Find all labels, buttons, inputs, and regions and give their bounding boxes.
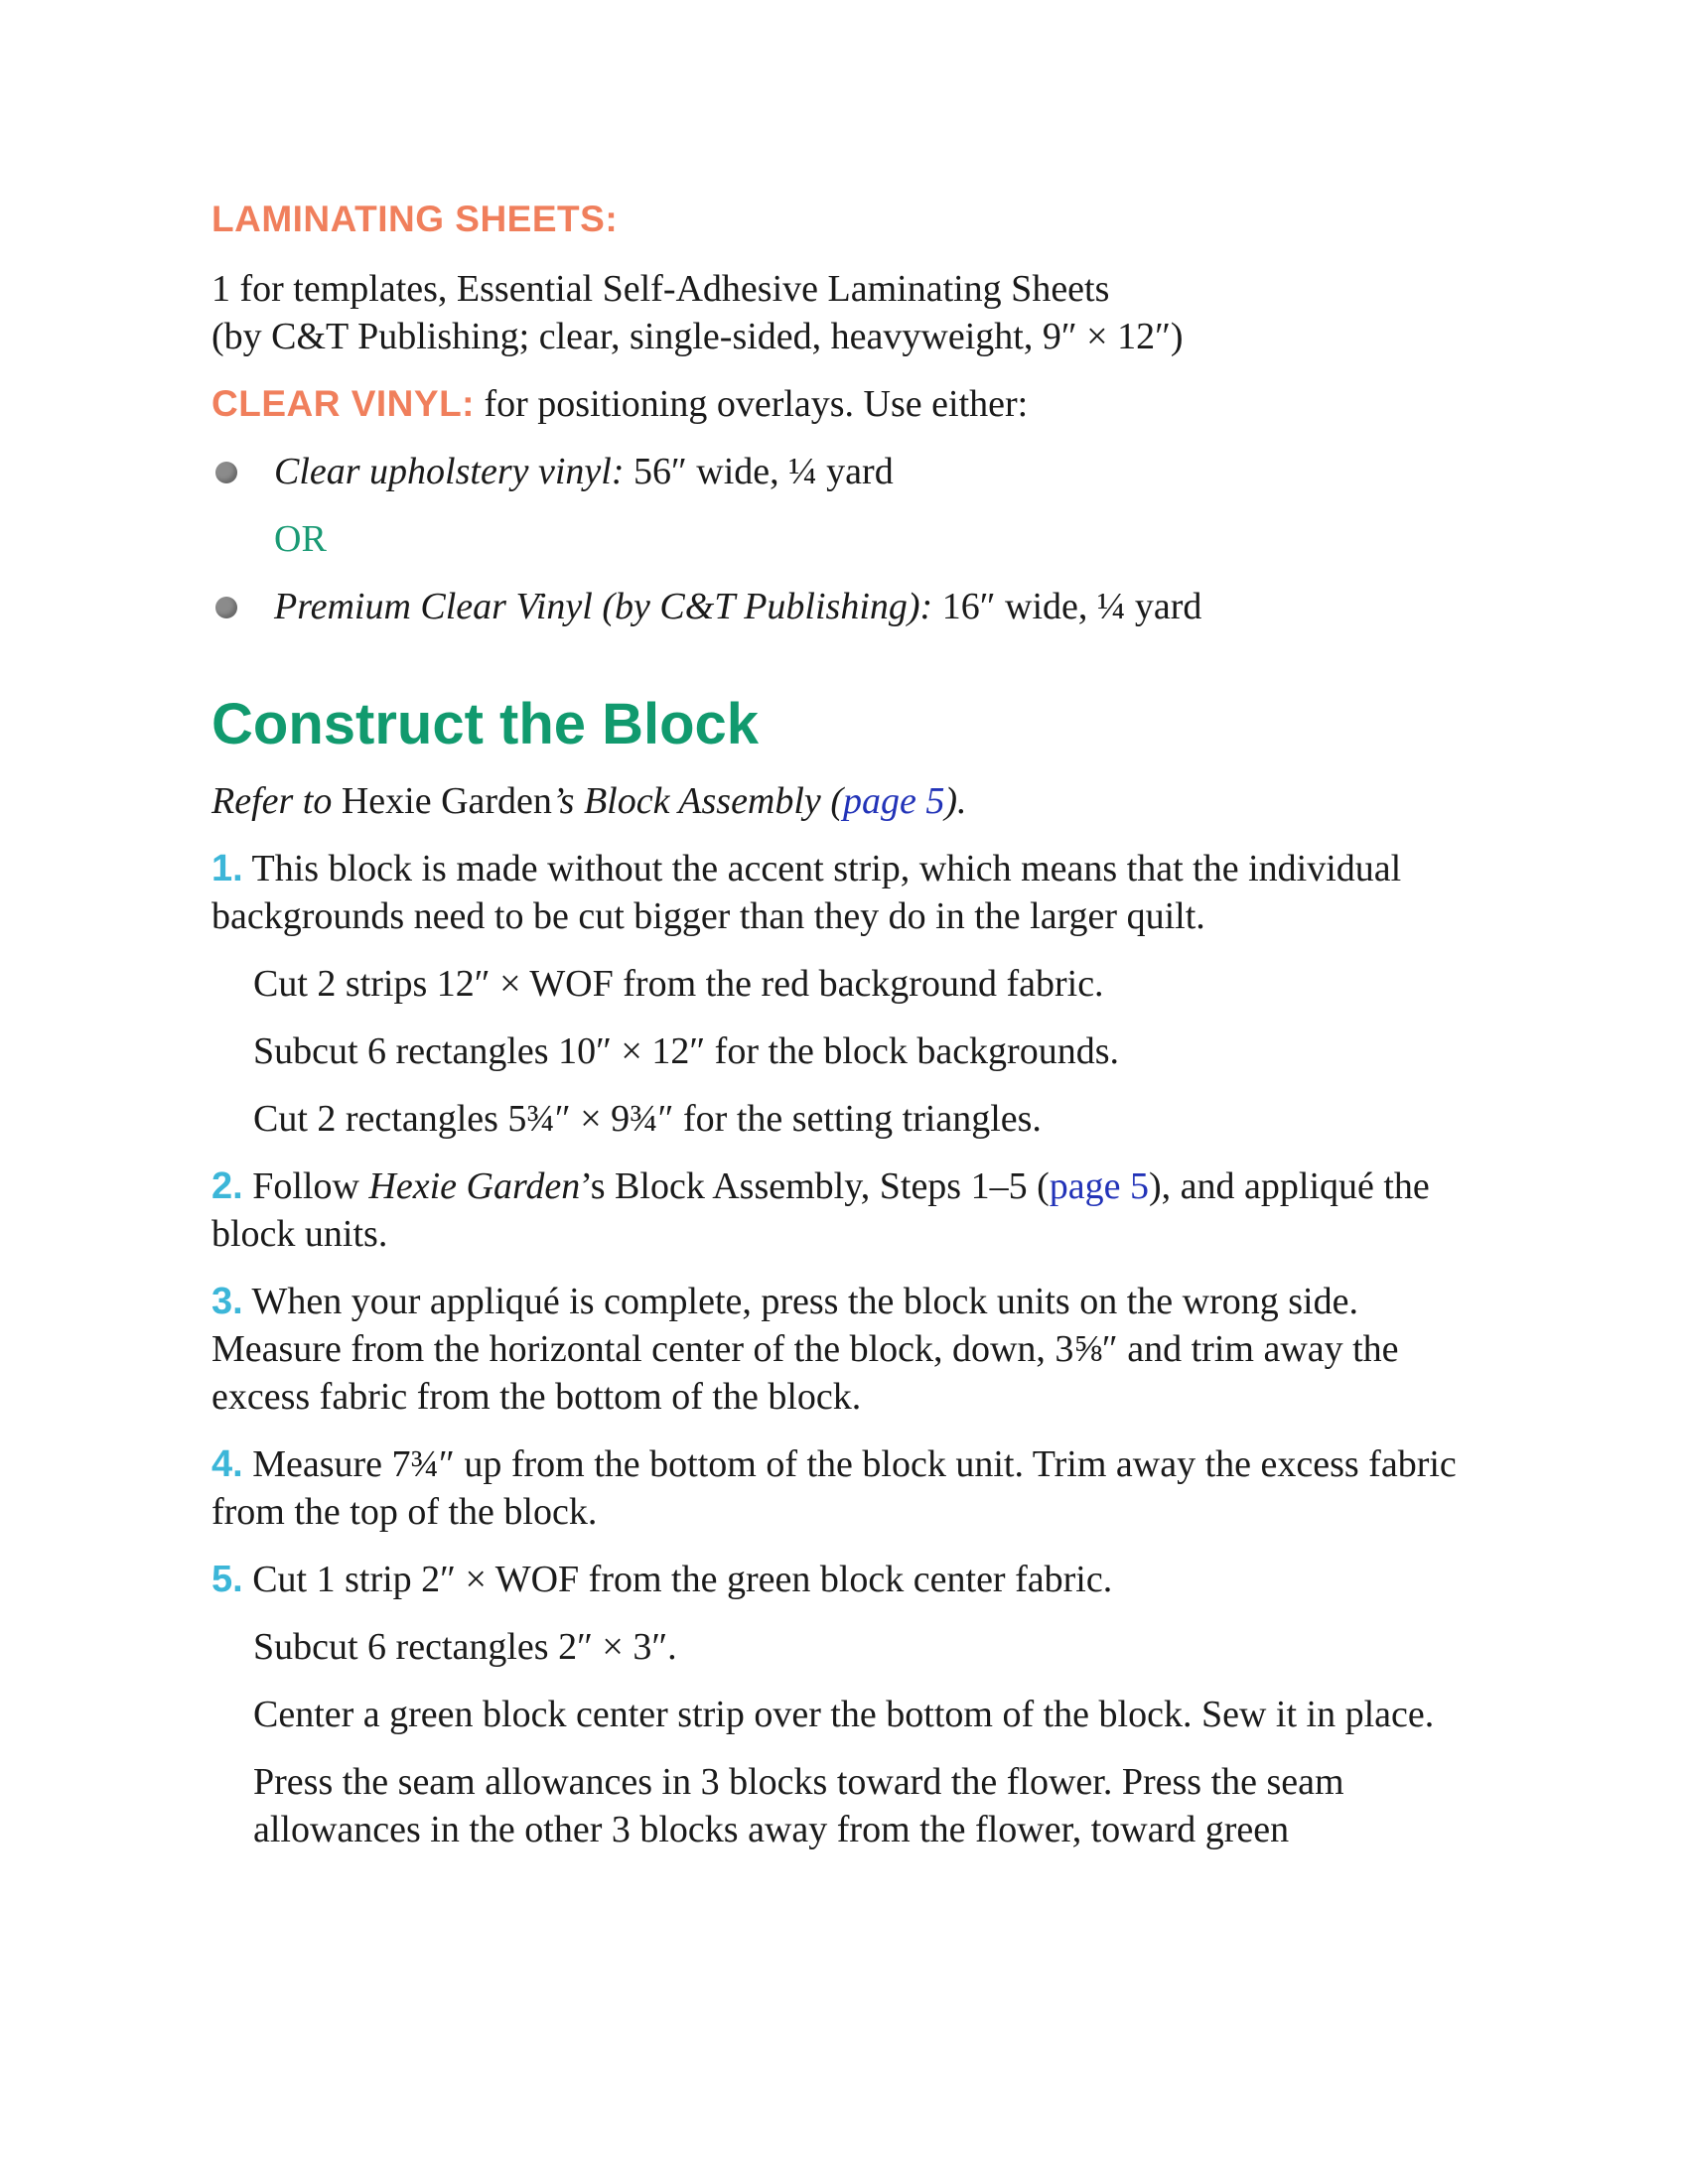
laminating-line-1: 1 for templates, Essential Self-Adhesive Laminating Sheets [211,268,1110,310]
vinyl-options-list-2 [211,583,1492,630]
step-5 [211,1556,1492,1603]
step-5-number: 5. [211,1559,243,1600]
step-1-text: This block is made without the accent strip, which means that the individual backgrounds need to be cut bigger than they do in the larger quilt. [211,848,1402,937]
section-title: Construct the Block [211,692,760,756]
refer-book: Hexie Garden [332,780,552,822]
laminating-sheets-heading: LAMINATING SHEETS: [211,199,619,239]
step-1-number: 1. [211,848,243,889]
vinyl-option-1 [211,448,1492,495]
refer-suffix: ’s Block Assembly [551,780,821,822]
step-1-sub-2: Subcut 6 rectangles 10″ × 12″ for the block backgrounds. [253,1030,1119,1072]
step-1-sub-3: Cut 2 rectangles 5¾″ × 9¾″ for the setting triangles. [253,1098,1042,1140]
step-4-text: Measure 7¾″ up from the bottom of the block unit. Trim away the excess fabric from the top of the block. [211,1443,1457,1533]
refer-page-link[interactable]: page 5 [842,780,945,822]
clear-vinyl-text: for positioning overlays. Use either: [475,383,1029,425]
refer-prefix: Refer to [211,780,333,822]
laminating-sheets-text [211,265,1492,360]
clear-vinyl-paragraph [211,380,1492,428]
refer-close: ). [944,780,967,822]
step-2-text-a: Follow [242,1165,369,1207]
hexagon-bullet-icon [215,462,237,483]
step-5-sub-3: Press the seam allowances in 3 blocks toward the flower. Press the seam allowances in the other 3 blocks away from the flower, toward green [253,1761,1344,1850]
step-5-sub-2: Center a green block center strip over the bottom of the block. Sew it in place. [253,1694,1435,1735]
step-3 [211,1278,1492,1421]
vinyl-option-1-name: Clear upholstery vinyl: [274,451,625,492]
step-2-page-link[interactable]: page 5 [1049,1165,1149,1207]
step-3-number: 3. [211,1281,243,1322]
vinyl-option-2-name: Premium Clear Vinyl (by C&T Publishing): [274,586,933,627]
step-2-number: 2. [211,1165,243,1207]
step-5-text: Cut 1 strip 2″ × WOF from the green block center fabric. [242,1559,1113,1600]
refer-open: ( [820,780,843,822]
step-2 [211,1162,1492,1258]
step-4-number: 4. [211,1443,243,1485]
step-3-text: When your appliqué is complete, press the block units on the wrong side. Measure from the horizontal center of the block, down, 3⅝″ and trim away the excess fabric from the bottom of the block. [211,1281,1399,1418]
clear-vinyl-heading: CLEAR VINYL: [211,383,475,424]
step-5-sub-1: Subcut 6 rectangles 2″ × 3″. [253,1626,677,1668]
laminating-line-2: (by C&T Publishing; clear, single-sided, heavyweight, 9″ × 12″) [211,316,1184,357]
vinyl-option-1-detail: 56″ wide, ¼ yard [624,451,894,492]
vinyl-option-2-detail: 16″ wide, ¼ yard [932,586,1202,627]
step-2-book: Hexie Garden [368,1165,581,1207]
hexagon-bullet-icon [215,597,237,618]
step-4 [211,1440,1492,1536]
step-1 [211,845,1492,940]
refer-paragraph [211,777,1492,825]
step-2-text-c: ), and appliqué the block units. [211,1165,1430,1255]
or-label: OR [274,518,327,560]
vinyl-options-list [211,448,1492,495]
step-1-sub-1: Cut 2 strips 12″ × WOF from the red background fabric. [253,963,1104,1005]
vinyl-option-2 [211,583,1492,630]
document-page [211,194,1492,1873]
step-2-text-b: ’s Block Assembly, Steps 1–5 ( [580,1165,1050,1207]
